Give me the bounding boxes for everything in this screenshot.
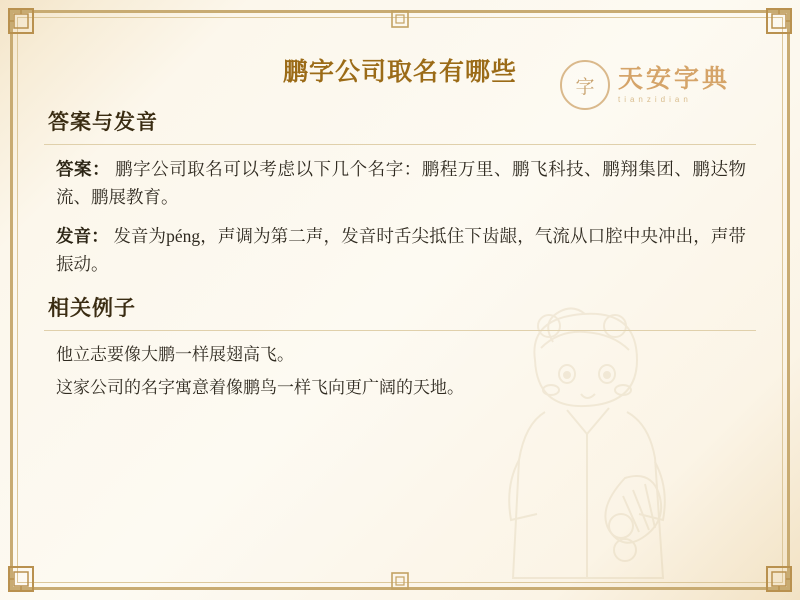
logo-name-en: tianzidian: [617, 94, 692, 104]
answer-paragraph: [44, 155, 756, 212]
answer-text: 鹏字公司取名可以考虑以下几个名字：鹏程万里、鹏飞科技、鹏翔集团、鹏达物流、鹏展教育。: [56, 159, 747, 208]
section-heading-examples: 相关例子: [48, 296, 136, 321]
pronunciation-text: 发音为péng，声调为第二声，发音时舌尖抵住下齿龈，气流从口腔中央冲出，声带振动。: [56, 225, 747, 275]
document-content: [44, 52, 756, 560]
corner-ornament-icon: [8, 566, 34, 592]
pronunciation-paragraph: [44, 222, 756, 279]
seal-icon: 字: [560, 60, 610, 110]
edge-ornament-icon: [391, 572, 409, 590]
section-heading-answer: 答案与发音: [48, 110, 158, 134]
edge-ornament-icon: [391, 10, 409, 28]
section-divider: [44, 330, 756, 331]
corner-ornament-icon: [766, 566, 792, 592]
example-sentence: 这家公司的名字寓意着像鹏鸟一样飞向更广阔的天地。: [56, 378, 464, 398]
corner-ornament-icon: [8, 8, 34, 34]
section-divider: [44, 144, 756, 145]
page-title: 鹏字公司取名有哪些: [282, 59, 517, 86]
corner-ornament-icon: [766, 8, 792, 34]
logo-name-cn: 天安字典: [617, 65, 730, 93]
pronunciation-label: 发音：: [56, 225, 109, 246]
answer-label: 答案：: [56, 159, 111, 179]
example-sentence: 他立志要像大鹏一样展翅高飞。: [56, 345, 294, 365]
